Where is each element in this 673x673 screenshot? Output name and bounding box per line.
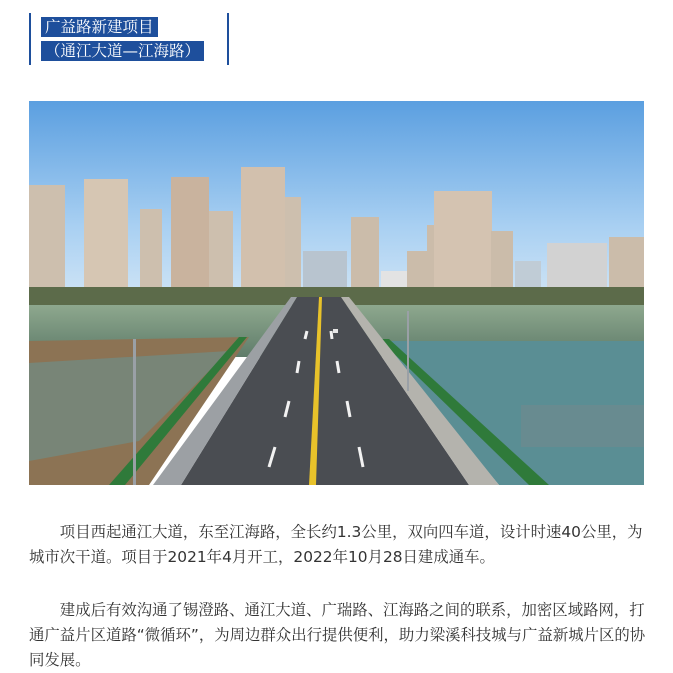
title-frame <box>29 13 229 65</box>
title-line-2: （通江大道—江海路） <box>41 41 204 61</box>
paragraph-project-overview: 项目西起通江大道，东至江海路，全长约1.3公里，双向四车道，设计时速40公里，为城市次干道。项目于2021年4月开工，2022年10月28日建成通车。 <box>29 523 643 566</box>
right-site-fence <box>521 405 644 447</box>
street-lamp <box>407 311 409 391</box>
paragraph-project-benefits: 建成后有效沟通了锡澄路、通江大道、广瑞路、江海路之间的联系，加密区域路网，打通广益片区道路“微循环”，为周边群众出行提供便利，助力梁溪科技城与广益新城片区的协同发展。 <box>29 601 646 669</box>
road-photo <box>29 101 644 485</box>
car <box>333 329 338 333</box>
street-lamp <box>133 339 136 485</box>
title-line-1: 广益路新建项目 <box>41 17 158 37</box>
